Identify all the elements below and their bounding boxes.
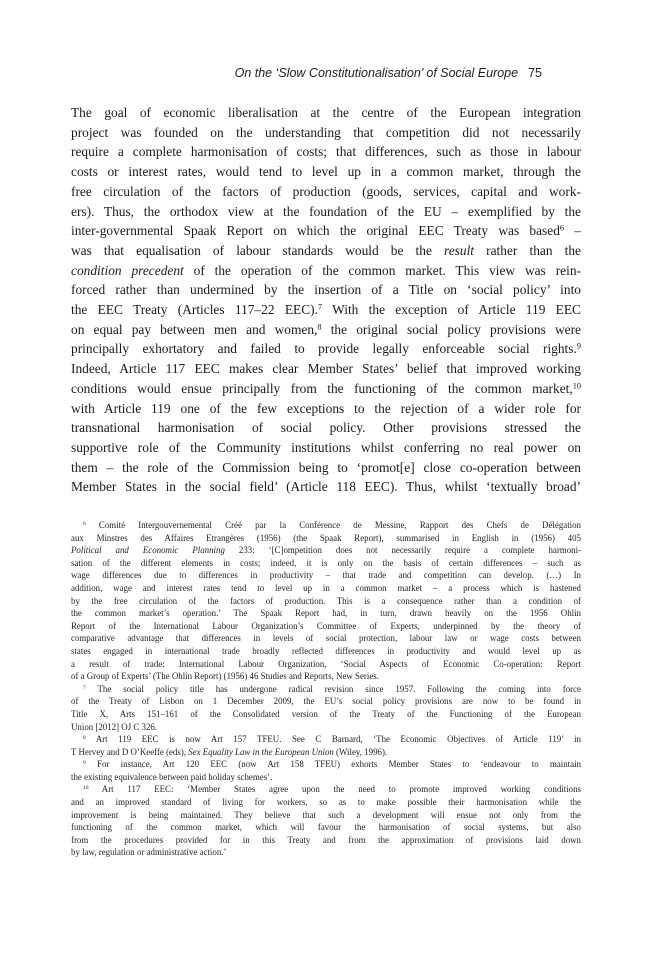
footnote-line: states engaged in international trade broadly reflected differences in productivity and would level up as (71, 645, 581, 656)
footnote-line: from the procedures provided for in this Treaty and from the approximation of provisions laid down (71, 834, 581, 845)
footnote-line: of the Treaty of Lisbon on 1 December 2009, the EU’s social policy provisions are now to be found in (71, 696, 581, 707)
body-line: free circulation of the factors of production (goods, services, capital and work- (71, 183, 581, 199)
footnote-6: $^6$ Comité Intergouvernemental Créé par la Conférence de Messine, Rapport des Chefs de Délégation (83, 520, 581, 530)
footnote-line: and an improved standard of living for workers, so as to make possible their harmonisation while the (71, 797, 581, 808)
footnote-line: functioning of the common market, which will favour the harmonisation of social systems, but also (71, 822, 581, 833)
cited-title: Sex Equality Law in the European Union (188, 746, 334, 757)
footnote-ref: 8 (317, 322, 322, 332)
footnote-line: a result of trade: International Labour Organization, ‘Social Aspects of Economic Co-operation: Report (71, 658, 581, 669)
body-line: The goal of economic liberalisation at the centre of the European integration (71, 105, 581, 120)
footnote-number: 6 (83, 520, 86, 527)
footnote-number: 10 (83, 785, 89, 792)
footnote-ref: 10 (572, 381, 581, 391)
footnote-line: by law, regulation or administrative action.’ (71, 847, 227, 858)
running-head (235, 66, 542, 80)
footnote-ref: 7 (317, 302, 323, 312)
body-line: Member States in the social field’ (Article 118 EEC). Thus, whilst ‘textually broad’ (71, 479, 581, 495)
footnote-number: 8 (83, 735, 86, 742)
footnote-number: 7 (83, 684, 86, 691)
body-line: project was founded on the understanding that competition did not necessarily (71, 124, 581, 140)
cited-title: Political and Economic Planning (71, 545, 225, 556)
emphasis: result (444, 242, 475, 258)
page-number: 75 (528, 66, 542, 80)
body-line: inter-governmental Spaak Report on which the original EEC Treaty was based$^6$ – (71, 223, 581, 239)
body-paragraph (71, 103, 581, 497)
footnote-line: Union [2012] OJ C 326. (71, 721, 158, 732)
body-line: supportive role of the Community institutions whilst conferring no real power on (71, 439, 581, 455)
body-line: condition precedent of the operation of the common market. This view was rein- (71, 262, 581, 278)
footnote-line: aux Minstres des Affaires Etrangères (1956) (the Spaak Report), summarised in English in (1956) 405 (71, 532, 581, 543)
footnote-7: $^7$ The social policy title has undergone radical revision since 1957. Following the coming into force (83, 683, 581, 694)
body-line: forced rather than undermined by the insertion of a Title on ‘social policy’ into (71, 282, 581, 298)
footnote-line: improvement is being maintained. They believe that such a development will ensue not only from the (71, 809, 581, 820)
footnote-8: $^8$ Art 119 EEC is now Art 157 TFEU. See C Barnard, ‘The Economic Objectives of Article 119’ in (83, 734, 581, 745)
body-line: principally exhortatory and failed to provide legally enforceable social rights.$^9$ (71, 341, 581, 357)
footnote-line: Report of the International Labour Organization’s Committee of Experts, underpinned by the theory of (71, 620, 581, 631)
footnotes (71, 519, 581, 859)
footnote-line: Title X, Arts 151–161 of the Consolidated version of the Treaty of the Functioning of the European (71, 708, 581, 719)
body-line: with Article 119 one of the few exceptions to the rejection of a wider role for (71, 400, 581, 416)
footnote-line: T Hervey and D O’Keeffe (eds), Sex Equality Law in the European Union (Wiley, 1996). (71, 746, 388, 757)
body-line: require a complete harmonisation of costs; that differences, such as those in labour (71, 144, 581, 160)
emphasis: condition precedent (71, 262, 184, 278)
footnote-line: of a Group of Experts’ (The Ohlin Report) (1956) 46 Studies and Reports, New Series. (71, 671, 379, 682)
running-head-title: On the ‘Slow Constitutionalisation’ of Social Europe (234, 66, 519, 80)
footnote-line: Political and Economic Planning 233: ‘[C]ompetition does not necessarily require a complete harmoni- (71, 545, 581, 556)
footnote-line: comparative advantage that differences in levels of social protection, labour law or wage costs between (71, 633, 581, 644)
body-line: costs or interest rates, would tend to level up in a common market, through the (71, 164, 581, 180)
footnote-line: the existing equivalence between paid holiday schemes’. (71, 771, 273, 782)
body-line: conditions would ensue principally from the functioning of the common market,$^{10}$ (71, 380, 581, 396)
footnote-line: addition, wage and interest rates tend to level up in a common market – a process which is hastened (71, 582, 581, 593)
footnote-line: wage differences due to differences in productivity – that trade and competition can develop. (…) In (71, 570, 581, 581)
footnote-line: the common market’s operation.’ The Spaak Report had, in turn, drawn heavily on the 1956 Ohlin (71, 608, 581, 619)
footnote-number: 9 (83, 760, 86, 767)
body-line: them – the role of the Commission being to ‘promot[e] close co-operation between (71, 459, 581, 475)
footnote-line: by the free circulation of the factors of production. This is a consequence rather than a condition of (71, 595, 581, 606)
footnote-line: sation of the different elements in costs; indeed, it is only on the basis of certain differences – such as (71, 557, 581, 568)
body-line: transnational harmonisation of social policy. Other provisions stressed the (71, 420, 581, 436)
body-line: on equal pay between men and women,$^8$ the original social policy provisions were (71, 321, 581, 337)
footnote-ref: 6 (559, 223, 565, 233)
footnote-9: $^9$ For instance, Art 120 EEC (now Art 158 TFEU) exhorts Member States to ‘endeavour to maintain (83, 759, 581, 770)
body-line: ers). Thus, the orthodox view at the foundation of the EU – exemplified by the (71, 203, 581, 219)
footnote-10: $^{10}$ Art 117 EEC: ‘Member States agree upon the need to promote improved working conditions (83, 784, 581, 795)
body-line: was that equalisation of labour standards would be the result rather than the (71, 242, 581, 258)
body-line: the EEC Treaty (Articles 117–22 EEC).$^7$ With the exception of Article 119 EEC (71, 302, 581, 318)
footnote-ref: 9 (576, 341, 581, 351)
body-line: Indeed, Article 117 EEC makes clear Member States’ belief that improved working (71, 361, 581, 377)
